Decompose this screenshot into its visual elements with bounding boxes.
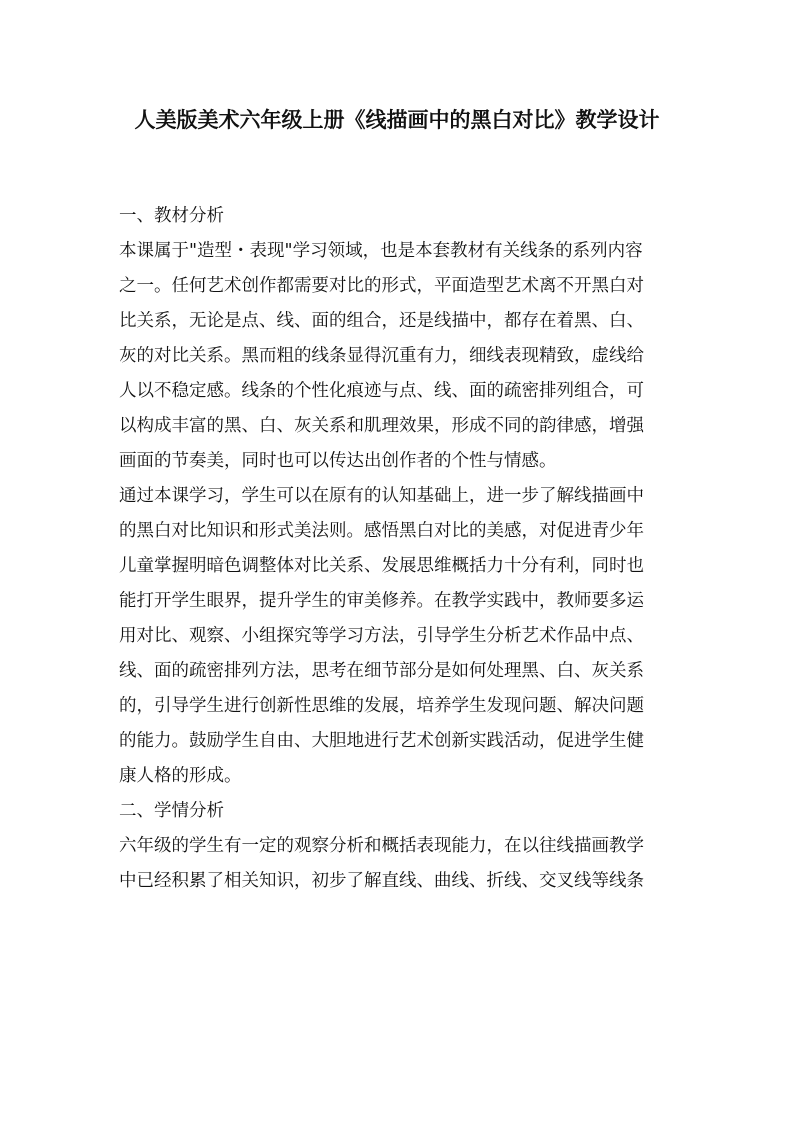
text-line: 的黑白对比知识和形式美法则。感悟黑白对比的美感，对促进青少年 bbox=[119, 521, 644, 541]
text-line: 比关系，无论是点、线、面的组合，还是线描中，都存在着黑、白、 bbox=[119, 311, 644, 331]
text-line: 画面的节奏美，同时也可以传达出创作者的个性与情感。 bbox=[119, 451, 557, 471]
text-line: 康人格的形成。 bbox=[119, 766, 242, 786]
text-line: 以构成丰富的黑、白、灰关系和肌理效果，形成不同的韵律感，增强 bbox=[119, 416, 644, 436]
paragraph-learning-goals bbox=[119, 479, 679, 794]
text-line: 用对比、观察、小组探究等学习方法，引导学生分析艺术作品中点、 bbox=[119, 626, 644, 646]
text-line: 线、面的疏密排列方法，思考在细节部分是如何处理黑、白、灰关系 bbox=[119, 661, 644, 681]
paragraph-student-ability bbox=[119, 829, 679, 899]
text-line: 本课属于"造型・表现"学习领域，也是本套教材有关线条的系列内容 bbox=[119, 241, 643, 261]
text-line: 的，引导学生进行创新性思维的发展，培养学生发现问题、解决问题 bbox=[119, 696, 644, 716]
text-line: 通过本课学习，学生可以在原有的认知基础上，进一步了解线描画中 bbox=[119, 486, 644, 506]
document-body bbox=[119, 199, 679, 899]
text-line: 中已经积累了相关知识，初步了解直线、曲线、折线、交叉线等线条 bbox=[119, 871, 644, 891]
text-line: 人以不稳定感。线条的个性化痕迹与点、线、面的疏密排列组合，可 bbox=[119, 381, 644, 401]
paragraph-course-overview bbox=[119, 234, 679, 479]
text-line: 六年级的学生有一定的观察分析和概括表现能力，在以往线描画教学 bbox=[119, 836, 644, 856]
text-line: 的能力。鼓励学生自由、大胆地进行艺术创新实践活动，促进学生健 bbox=[119, 731, 644, 751]
text-line: 灰的对比关系。黑而粗的线条显得沉重有力，细线表现精致，虚线给 bbox=[119, 346, 644, 366]
section-heading-student-analysis: 二、学情分析 bbox=[119, 801, 224, 821]
text-line: 儿童掌握明暗色调整体对比关系、发展思维概括力十分有利，同时也 bbox=[119, 556, 644, 576]
section-heading-teaching-material-analysis: 一、教材分析 bbox=[119, 206, 224, 226]
document-title: 人美版美术六年级上册《线描画中的黑白对比》教学设计 bbox=[134, 108, 660, 132]
text-line: 能打开学生眼界，提升学生的审美修养。在教学实践中，教师要多运 bbox=[119, 591, 644, 611]
text-line: 之一。任何艺术创作都需要对比的形式，平面造型艺术离不开黑白对 bbox=[119, 276, 644, 296]
